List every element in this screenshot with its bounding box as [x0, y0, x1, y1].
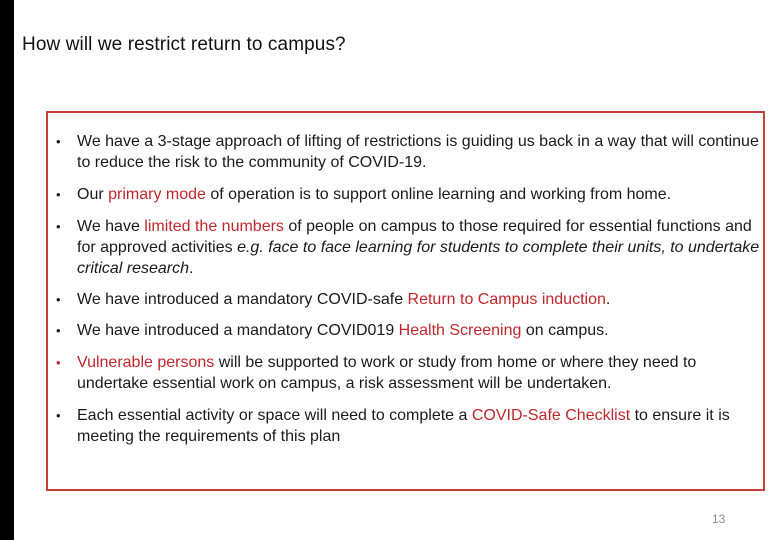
bullet-list — [56, 131, 763, 447]
bullet-highlight: limited the numbers — [144, 218, 284, 235]
bullet-item-covid-safe-checklist — [56, 405, 763, 447]
bullet-text: We have introduced a mandatory COVID-safe — [77, 291, 408, 308]
bullet-text: Our — [77, 186, 109, 203]
bullet-item-return-induction — [56, 289, 763, 310]
bullet-text: We have — [77, 218, 145, 235]
bullet-text: We have introduced a mandatory COVID019 — [77, 322, 399, 339]
bullet-dot-icon: • — [56, 134, 61, 149]
bullet-highlight: Return to Campus induction — [407, 291, 606, 308]
bullet-dot-icon: • — [56, 292, 61, 307]
bullet-text: . — [189, 260, 194, 277]
bullet-item-primary-mode — [56, 184, 763, 205]
bullet-dot-icon: • — [56, 355, 61, 370]
bullet-highlight: primary mode — [108, 186, 206, 203]
bullet-text: We have a 3-stage approach of lifting of restrictions is guiding us back in a way that will continue to reduce the risk to the community of COVID-19. — [77, 133, 759, 171]
bullet-highlight: Vulnerable persons — [77, 354, 215, 371]
bullet-text: . — [605, 291, 611, 308]
bullet-item-limited-numbers — [56, 216, 763, 279]
page-number: 13 — [712, 512, 726, 526]
bullet-text: to ensure it is meeting the requirements of this plan — [77, 407, 730, 445]
bullet-dot-icon: • — [56, 187, 61, 202]
bullet-item-vulnerable-persons — [56, 352, 763, 394]
bullet-dot-icon: • — [56, 219, 61, 234]
bullet-item-health-screening — [56, 320, 763, 341]
left-accent-bar — [0, 0, 14, 540]
content-box — [46, 111, 765, 491]
bullet-highlight: COVID-Safe Checklist — [471, 407, 631, 424]
bullet-text: of operation is to support online learning and working from home. — [205, 186, 672, 203]
bullet-text: Each essential activity or space will need to complete a — [77, 407, 472, 424]
slide-title: How will we restrict return to campus? — [22, 34, 346, 55]
bullet-dot-icon: • — [56, 408, 61, 423]
bullet-highlight: Health Screening — [398, 322, 522, 339]
bullet-dot-icon: • — [56, 323, 61, 338]
bullet-text: on campus. — [521, 322, 609, 339]
bullet-item-3-stage-approach — [56, 131, 763, 173]
bullet-text: of people on campus to those required for essential functions and for approved activities — [77, 218, 752, 256]
bullet-italic-example: e.g. face to face learning for students to complete their units, to undertake critical research — [77, 239, 760, 277]
bullet-text: will be supported to work or study from home or where they need to undertake essential work on campus, a risk assessment will be undertaken. — [77, 354, 697, 392]
